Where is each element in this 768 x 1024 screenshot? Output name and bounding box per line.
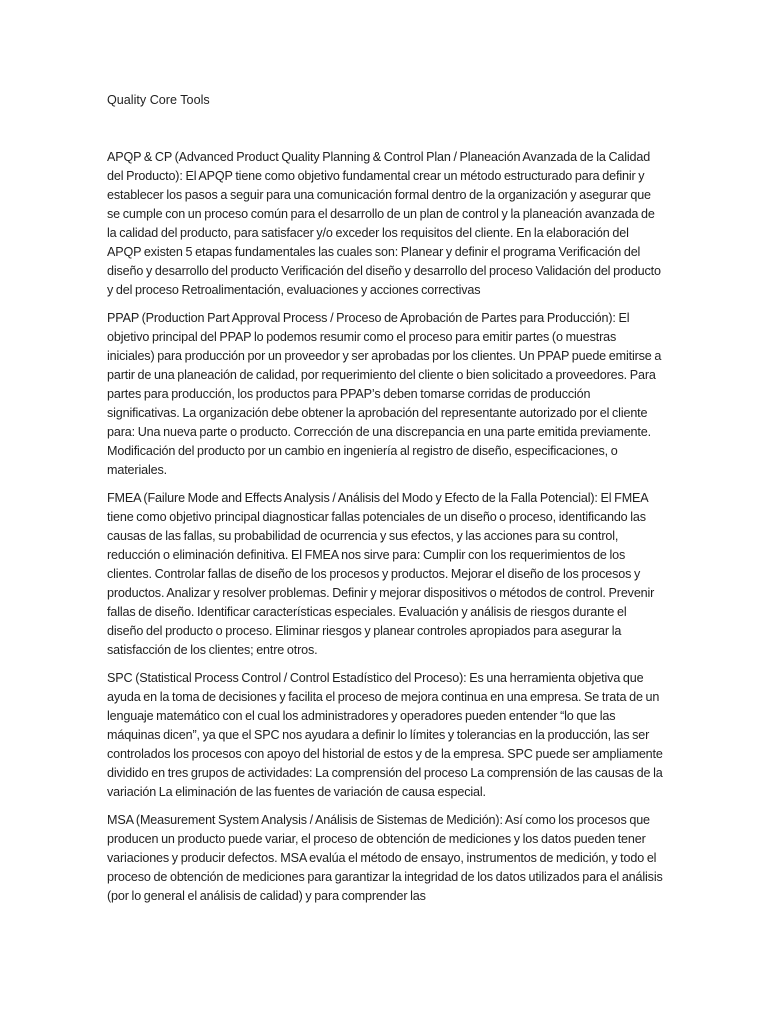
paragraph-fmea: FMEA (Failure Mode and Effects Analysis / Análisis del Modo y Efecto de la Falla Potencial): El FMEA tiene como objetivo principal diagnosticar fallas potenciales de un diseño o proceso, identificando las causas de las fallas, su probabilidad de ocurrencia y sus efectos, y las acciones para su control, reducción o eliminación definitiva. El FMEA nos sirve para: Cumplir con los requerimientos de los clientes. Controlar fallas de diseño de los procesos y productos. Mejorar el diseño de los procesos y productos. Analizar y resolver problemas. Definir y mejorar dispositivos o métodos de control. Prevenir fallas de diseño. Identificar características especiales. Evaluación y análisis de riesgos durante el diseño del producto o proceso. Eliminar riesgos y planear controles apropiados para asegurar la satisfacción de los clientes; entre otros. (107, 491, 655, 657)
paragraph-spc: SPC (Statistical Process Control / Control Estadístico del Proceso): Es una herramienta objetiva que ayuda en la toma de decisiones y facilita el proceso de mejora continua en una empresa. Se trata de un lenguaje matemático con el cual los administradores y operadores pueden entender “lo que las máquinas dicen”, ya que el SPC nos ayudara a definir lo límites y tolerancias en la producción, las ser controlados los procesos con apoyo del historial de estos y de la empresa. SPC puede ser ampliamente dividido en tres grupos de actividades: La comprensión del proceso La comprensión de las causas de la variación La eliminación de las fuentes de variación de causa especial. (107, 671, 663, 799)
document-body (107, 148, 663, 915)
paragraph-msa: MSA (Measurement System Analysis / Análisis de Sistemas de Medición): Así como los procesos que producen un producto puede variar, el proceso de obtención de mediciones y los datos pueden tener variaciones y producir defectos. MSA evalúa el método de ensayo, instrumentos de medición, y todo el proceso de obtención de mediciones para garantizar la integridad de los datos utilizados para el análisis (por lo general el análisis de calidad) y para comprender las (107, 813, 663, 903)
paragraph-ppap: PPAP (Production Part Approval Process / Proceso de Aprobación de Partes para Producción): El objetivo principal del PPAP lo podemos resumir como el proceso para emitir partes (o muestras iniciales) para producción por un proveedor y ser aprobadas por los clientes. Un PPAP puede emitirse a partir de una planeación de calidad, por requerimiento del cliente o bien solicitado a proveedores. Para partes para producción, los productos para PPAP’s deben tomarse corridas de producción significativas. La organización debe obtener la aprobación del representante autorizado por el cliente para: Una nueva parte o producto. Corrección de una discrepancia en una parte emitida previamente. Modificación del producto por un cambio en ingeniería al registro de diseño, especificaciones, o materiales. (107, 311, 662, 477)
document-title: Quality Core Tools (107, 93, 210, 107)
paragraph-apqp: APQP & CP (Advanced Product Quality Planning & Control Plan / Planeación Avanzada de la Calidad del Producto): El APQP tiene como objetivo fundamental crear un método estructurado para definir y establecer los pasos a seguir para una comunicación formal dentro de la organización y asegurar que se cumple con un proceso común para el desarrollo de un plan de control y la planeación avanzada de la calidad del producto, para satisfacer y/o exceder los requisitos del cliente. En la elaboración del APQP existen 5 etapas fundamentales las cuales son: Planear y definir el programa Verificación del diseño y desarrollo del producto Verificación del diseño y desarrollo del proceso Validación del producto y del proceso Retroalimentación, evaluaciones y acciones correctivas (107, 150, 661, 297)
